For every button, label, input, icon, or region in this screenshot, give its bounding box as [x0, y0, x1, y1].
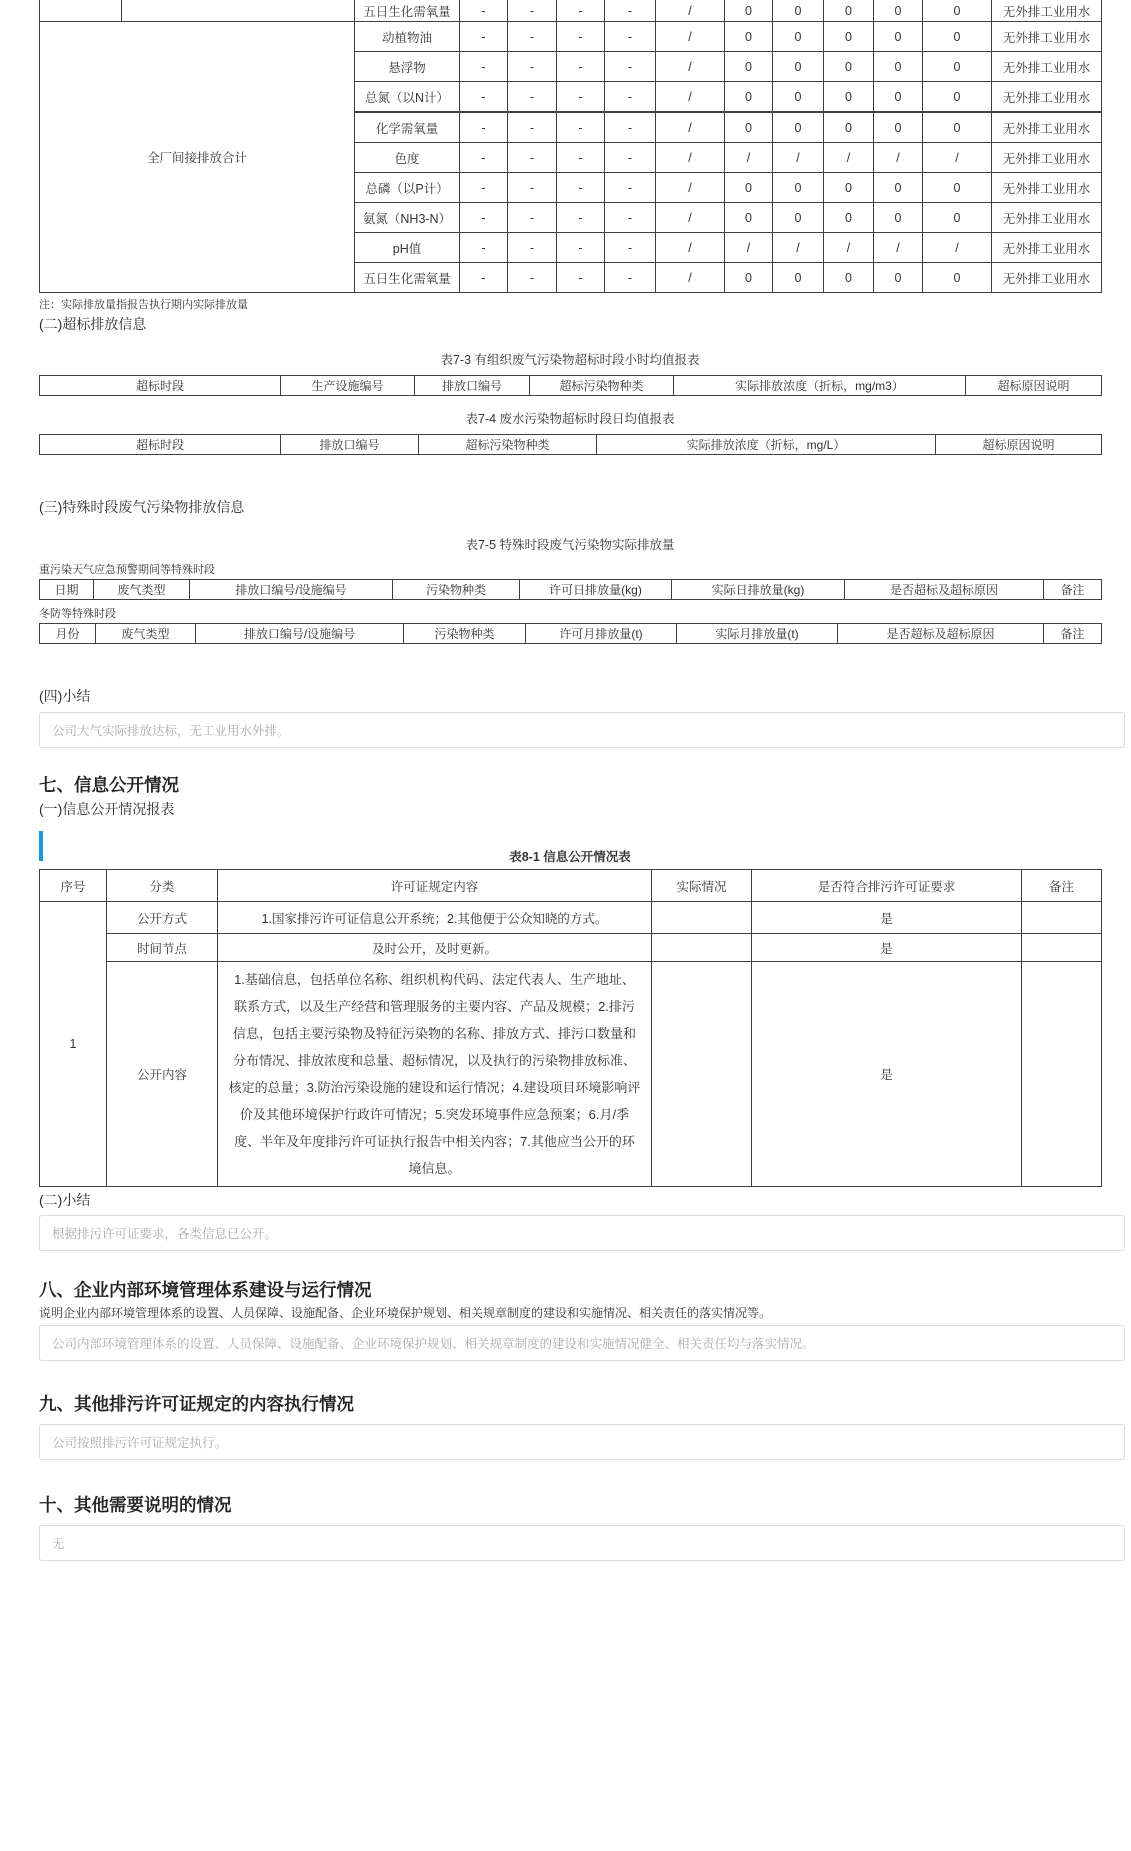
value-cell: 0: [773, 0, 824, 22]
value-cell: -: [557, 112, 605, 143]
value-cell: -: [508, 112, 557, 143]
header-row: [40, 580, 1102, 600]
value-cell: /: [656, 112, 725, 143]
value-cell: 0: [773, 263, 824, 293]
heavy-pollution-period-label: 重污染天气应急预警期间等特殊时段: [39, 564, 215, 576]
value-cell: 0: [923, 22, 992, 52]
table-row: [40, 22, 1102, 52]
header-cell: 排放口编号/设施编号: [196, 624, 404, 644]
header-cell: 分类: [107, 870, 218, 902]
header-cell: 超标时段: [40, 376, 281, 396]
value-cell: 0: [923, 263, 992, 293]
table-8-1-title: 表8-1 信息公开情况表: [509, 850, 631, 864]
value-cell: -: [605, 0, 656, 22]
value-cell: /: [656, 173, 725, 203]
value-cell: -: [460, 22, 508, 52]
value-cell: -: [605, 82, 656, 113]
header-cell: 备注: [1022, 870, 1102, 902]
section7-sub2: (二)小结: [39, 1192, 91, 1208]
comply-cell: 是: [752, 934, 1022, 962]
value-cell: -: [557, 233, 605, 263]
value-cell: 0: [824, 263, 874, 293]
seq-cell: 1: [40, 902, 107, 1187]
table-row: [40, 962, 1102, 1187]
value-cell: /: [725, 233, 773, 263]
value-cell: 0: [725, 203, 773, 233]
value-cell: 0: [874, 112, 923, 143]
comply-cell: 是: [752, 902, 1022, 934]
value-cell: 无外排工业用水: [992, 22, 1102, 52]
header-cell: 排放口编号: [281, 435, 419, 455]
header-row: [40, 435, 1102, 455]
indirect-discharge-table: [39, 0, 1102, 293]
value-cell: /: [656, 263, 725, 293]
table-footnote: 注：实际排放量指报告执行期内实际排放量: [39, 299, 248, 311]
header-row: [40, 624, 1102, 644]
value-cell: 0: [824, 112, 874, 143]
table-7-5-winter: [39, 623, 1102, 644]
value-cell: 0: [725, 82, 773, 113]
header-cell: 备注: [1044, 580, 1102, 600]
value-cell: -: [605, 203, 656, 233]
value-cell: -: [557, 22, 605, 52]
value-cell: -: [460, 143, 508, 173]
value-cell: 0: [824, 22, 874, 52]
table-7-5-heavy: [39, 579, 1102, 600]
section8-heading: 八、企业内部环境管理体系建设与运行情况: [39, 1280, 372, 1300]
actual-cell: [652, 934, 752, 962]
value-cell: 0: [874, 0, 923, 22]
value-cell: 0: [874, 82, 923, 113]
section7-summary-field[interactable]: 根据排污许可证要求，各类信息已公开。: [39, 1215, 1125, 1251]
pollutant-cell: pH值: [355, 233, 460, 263]
value-cell: /: [874, 143, 923, 173]
header-cell: 月份: [40, 624, 96, 644]
table-7-5-title: 表7-5 特殊时段废气污染物实际排放量: [465, 538, 675, 552]
value-cell: 无外排工业用水: [992, 203, 1102, 233]
value-cell: 0: [923, 82, 992, 113]
table-row: [40, 902, 1102, 934]
header-cell: 排放口编号/设施编号: [190, 580, 393, 600]
header-cell: 是否超标及超标原因: [838, 624, 1044, 644]
value-cell: 0: [773, 22, 824, 52]
value-cell: 无外排工业用水: [992, 173, 1102, 203]
table-7-3-title: 表7-3 有组织废气污染物超标时段小时均值报表: [440, 353, 700, 367]
value-cell: 0: [874, 52, 923, 82]
value-cell: /: [656, 233, 725, 263]
value-cell: /: [656, 82, 725, 113]
section9-heading: 九、其他排污许可证规定的内容执行情况: [39, 1394, 354, 1414]
value-cell: -: [508, 263, 557, 293]
value-cell: 0: [824, 82, 874, 113]
header-cell: 实际排放浓度（折标，mg/L）: [597, 435, 936, 455]
value-cell: 0: [923, 0, 992, 22]
value-cell: -: [508, 233, 557, 263]
header-cell: 许可月排放量(t): [526, 624, 677, 644]
value-cell: 0: [874, 263, 923, 293]
comply-cell: 是: [752, 962, 1022, 1187]
value-cell: /: [773, 233, 824, 263]
header-cell: 超标原因说明: [936, 435, 1102, 455]
value-cell: /: [656, 0, 725, 22]
value-cell: /: [656, 203, 725, 233]
summary4-field[interactable]: 公司大气实际排放达标，无工业用水外排。: [39, 712, 1125, 748]
value-cell: 0: [773, 82, 824, 113]
header-cell: 废气类型: [94, 580, 190, 600]
table-8-1-titlebar: [39, 831, 1101, 865]
table-row: [40, 0, 1102, 22]
value-cell: /: [725, 143, 773, 173]
value-cell: 0: [874, 22, 923, 52]
value-cell: 0: [773, 112, 824, 143]
pollutant-cell: 五日生化需氧量: [355, 0, 460, 22]
value-cell: 0: [773, 203, 824, 233]
remark-cell: [1022, 962, 1102, 1187]
value-cell: 0: [874, 203, 923, 233]
value-cell: -: [605, 173, 656, 203]
header-cell: 实际日排放量(kg): [672, 580, 845, 600]
value-cell: 0: [725, 263, 773, 293]
header-row: [40, 870, 1102, 902]
table-7-3: [39, 375, 1102, 396]
value-cell: -: [460, 263, 508, 293]
pollutant-cell: 动植物油: [355, 22, 460, 52]
pollutant-cell: 五日生化需氧量: [355, 263, 460, 293]
value-cell: 无外排工业用水: [992, 143, 1102, 173]
actual-cell: [652, 902, 752, 934]
value-cell: 0: [725, 173, 773, 203]
content-cell: 1.基础信息，包括单位名称、组织机构代码、法定代表人、生产地址、联系方式，以及生产经营和管理服务的主要内容、产品及规模；2.排污信息，包括主要污染物及特征污染物的名称、排放方式、排污口数量和分布情况、排放浓度和总量、超标情况，以及执行的污染物排放标准、核定的总量；3.防治污染设施的建设和运行情况；4.建设项目环境影响评价及其他环境保护行政许可情况；5.突发环境事件应急预案；6.月/季度、半年及年度排污许可证执行报告中相关内容；7.其他应当公开的环境信息。: [218, 962, 652, 1187]
value-cell: -: [557, 82, 605, 113]
value-cell: -: [605, 233, 656, 263]
header-cell: 超标污染物种类: [419, 435, 597, 455]
value-cell: 无外排工业用水: [992, 112, 1102, 143]
section9-summary-field[interactable]: 公司按照排污许可证规定执行。: [39, 1424, 1125, 1460]
header-cell: 超标污染物种类: [530, 376, 674, 396]
value-cell: -: [557, 203, 605, 233]
value-cell: 无外排工业用水: [992, 82, 1102, 113]
header-cell: 超标原因说明: [966, 376, 1102, 396]
value-cell: 0: [824, 173, 874, 203]
value-cell: -: [460, 233, 508, 263]
value-cell: 0: [824, 0, 874, 22]
section-summary4-title: (四)小结: [39, 688, 91, 704]
value-cell: /: [824, 233, 874, 263]
pollutant-cell: 总氮（以N计）: [355, 82, 460, 113]
pollutant-cell: 化学需氧量: [355, 112, 460, 143]
header-cell: 实际月排放量(t): [677, 624, 838, 644]
value-cell: -: [460, 112, 508, 143]
value-cell: -: [508, 52, 557, 82]
value-cell: 0: [725, 22, 773, 52]
value-cell: -: [605, 112, 656, 143]
header-cell: 污染物种类: [404, 624, 526, 644]
value-cell: 0: [923, 112, 992, 143]
section10-summary-field[interactable]: 无: [39, 1525, 1125, 1561]
value-cell: -: [508, 173, 557, 203]
value-cell: 0: [824, 52, 874, 82]
value-cell: /: [923, 143, 992, 173]
actual-cell: [652, 962, 752, 1187]
header-cell: 废气类型: [96, 624, 196, 644]
category-cell: 公开内容: [107, 962, 218, 1187]
value-cell: 0: [923, 52, 992, 82]
value-cell: 无外排工业用水: [992, 52, 1102, 82]
section7-sub1: (一)信息公开情况报表: [39, 801, 175, 817]
value-cell: 0: [923, 173, 992, 203]
value-cell: -: [460, 203, 508, 233]
value-cell: 无外排工业用水: [992, 0, 1102, 22]
header-cell: 许可证规定内容: [218, 870, 652, 902]
pollutant-cell: 悬浮物: [355, 52, 460, 82]
table-8-1: [39, 869, 1102, 1187]
value-cell: 0: [725, 52, 773, 82]
section8-subtitle: 说明企业内部环境管理体系的设置、人员保障、设施配备、企业环境保护规划、相关规章制度的建设和实施情况、相关责任的落实情况等。: [39, 1306, 772, 1320]
empty-cell: [40, 0, 122, 22]
value-cell: -: [460, 0, 508, 22]
value-cell: -: [508, 82, 557, 113]
value-cell: /: [824, 143, 874, 173]
header-cell: 日期: [40, 580, 94, 600]
value-cell: -: [460, 82, 508, 113]
header-cell: 序号: [40, 870, 107, 902]
value-cell: -: [605, 52, 656, 82]
table-7-4: [39, 434, 1102, 455]
table-row: [40, 934, 1102, 962]
value-cell: -: [557, 0, 605, 22]
section7-heading: 七、信息公开情况: [39, 775, 179, 795]
header-cell: 是否超标及超标原因: [845, 580, 1044, 600]
value-cell: 0: [725, 0, 773, 22]
pollutant-cell: 色度: [355, 143, 460, 173]
header-cell: 实际排放浓度（折标，mg/m3）: [674, 376, 966, 396]
section-exceed-title: (二)超标排放信息: [39, 316, 147, 332]
value-cell: /: [656, 22, 725, 52]
value-cell: -: [508, 203, 557, 233]
winter-period-label: 冬防等特殊时段: [39, 608, 116, 620]
value-cell: -: [460, 52, 508, 82]
section-special-title: (三)特殊时段废气污染物排放信息: [39, 499, 245, 515]
header-cell: 许可日排放量(kg): [520, 580, 672, 600]
value-cell: 无外排工业用水: [992, 263, 1102, 293]
section10-heading: 十、其他需要说明的情况: [39, 1495, 232, 1515]
value-cell: 0: [725, 112, 773, 143]
value-cell: -: [605, 263, 656, 293]
category-cell: 时间节点: [107, 934, 218, 962]
value-cell: -: [557, 52, 605, 82]
value-cell: -: [460, 173, 508, 203]
header-cell: 备注: [1044, 624, 1102, 644]
value-cell: /: [656, 143, 725, 173]
value-cell: /: [773, 143, 824, 173]
value-cell: 0: [773, 173, 824, 203]
value-cell: -: [508, 143, 557, 173]
value-cell: -: [508, 0, 557, 22]
section8-summary-field[interactable]: 公司内部环境管理体系的设置、人员保障、设施配备、企业环境保护规划、相关规章制度的建设和实施情况健全、相关责任均与落实情况。: [39, 1325, 1125, 1361]
value-cell: /: [656, 52, 725, 82]
category-cell: 公开方式: [107, 902, 218, 934]
value-cell: 无外排工业用水: [992, 233, 1102, 263]
pollutant-cell: 总磷（以P计）: [355, 173, 460, 203]
header-cell: 实际情况: [652, 870, 752, 902]
pollutant-cell: 氨氮（NH3-N）: [355, 203, 460, 233]
content-cell: 1.国家排污许可证信息公开系统；2.其他便于公众知晓的方式。: [218, 902, 652, 934]
value-cell: /: [874, 233, 923, 263]
value-cell: 0: [824, 203, 874, 233]
value-cell: -: [605, 143, 656, 173]
header-row: [40, 376, 1102, 396]
table-7-4-title: 表7-4 废水污染物超标时段日均值报表: [465, 412, 675, 426]
value-cell: 0: [923, 203, 992, 233]
header-cell: 排放口编号: [415, 376, 530, 396]
value-cell: -: [508, 22, 557, 52]
header-cell: 污染物种类: [393, 580, 520, 600]
remark-cell: [1022, 934, 1102, 962]
content-cell: 及时公开，及时更新。: [218, 934, 652, 962]
value-cell: /: [923, 233, 992, 263]
header-cell: 生产设施编号: [281, 376, 415, 396]
value-cell: 0: [874, 173, 923, 203]
value-cell: -: [605, 22, 656, 52]
group-label-cell: 全厂间接排放合计: [40, 22, 355, 293]
empty-cell: [122, 0, 355, 22]
value-cell: -: [557, 143, 605, 173]
header-cell: 超标时段: [40, 435, 281, 455]
value-cell: -: [557, 173, 605, 203]
remark-cell: [1022, 902, 1102, 934]
value-cell: -: [557, 263, 605, 293]
header-cell: 是否符合排污许可证要求: [752, 870, 1022, 902]
value-cell: 0: [773, 52, 824, 82]
